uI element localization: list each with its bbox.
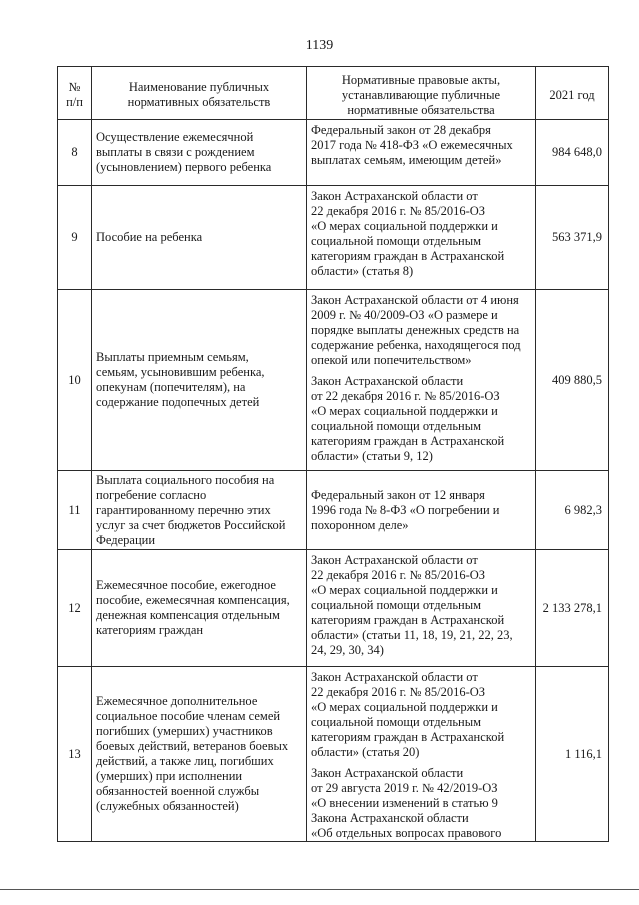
row-name: Выплата социального пособия на погребение согласно гарантированному перечню этих услуг за счет бюджетов Российской Федерации — [92, 471, 307, 550]
table-row — [58, 550, 609, 667]
row-amount: 6 982,3 — [536, 471, 609, 550]
header-number-text: № п/п — [66, 80, 83, 109]
row-acts — [307, 550, 536, 667]
header-number — [58, 67, 92, 120]
table-header-row — [58, 67, 609, 120]
header-acts — [307, 67, 536, 120]
row-amount: 984 648,0 — [536, 120, 609, 186]
act-text: Закон Астраханской области от 4 июня 2009 г. № 40/2009-ОЗ «О размере и порядке выплаты денежных средств на содержание ребенка, находящегося под опекой или попечительством» — [311, 293, 521, 367]
act-text: Закон Астраханской области от 29 августа 2019 г. № 42/2019-ОЗ «О внесении изменений в статью 9 Закона Астраханской области «Об отдельных вопросах правового — [311, 766, 502, 840]
row-acts — [307, 120, 536, 186]
act-text: Федеральный закон от 28 декабря 2017 года № 418-ФЗ «О ежемесячных выплатах семьям, имеющим детей» — [311, 123, 513, 167]
row-name: Ежемесячное пособие, ежегодное пособие, ежемесячная компенсация, денежная компенсация отдельным категориям граждан — [92, 550, 307, 667]
table-row — [58, 186, 609, 290]
table-row — [58, 471, 609, 550]
table-row — [58, 290, 609, 471]
row-amount: 409 880,5 — [536, 290, 609, 471]
row-name: Пособие на ребенка — [92, 186, 307, 290]
header-year-text: 2021 год — [549, 87, 595, 102]
act-text: Закон Астраханской области от 22 декабря 2016 г. № 85/2016-ОЗ «О мерах социальной поддержки и социальной помощи отдельным категориям граждан в Астраханской области» (статья 8) — [311, 189, 505, 278]
act-text: Закон Астраханской области от 22 декабря 2016 г. № 85/2016-ОЗ «О мерах социальной поддержки и социальной помощи отдельным категориям граждан в Астраханской области» (статьи 9, 12) — [311, 374, 505, 463]
table-row — [58, 667, 609, 842]
row-number: 10 — [58, 290, 92, 471]
row-number: 8 — [58, 120, 92, 186]
row-number: 13 — [58, 667, 92, 842]
row-number: 9 — [58, 186, 92, 290]
row-acts — [307, 667, 536, 842]
row-amount: 563 371,9 — [536, 186, 609, 290]
row-acts — [307, 290, 536, 471]
act-text: Закон Астраханской области от 22 декабря 2016 г. № 85/2016-ОЗ «О мерах социальной поддержки и социальной помощи отдельным категориям граждан в Астраханской области» (статьи 11, 18, 19, 21, 22, 23, 24, 29, 30, 34) — [311, 553, 513, 657]
row-number: 11 — [58, 471, 92, 550]
act-text: Закон Астраханской области от 22 декабря 2016 г. № 85/2016-ОЗ «О мерах социальной поддержки и социальной помощи отдельным категориям граждан в Астраханской области» (статья 20) — [311, 670, 505, 759]
obligations-table — [57, 66, 609, 842]
page-number: 1139 — [305, 38, 334, 53]
row-name: Выплаты приемным семьям, семьям, усыновившим ребенка, опекунам (попечителям), на содержание подопечных детей — [92, 290, 307, 471]
act-text: Федеральный закон от 12 января 1996 года № 8-ФЗ «О погребении и похоронном деле» — [311, 487, 500, 532]
row-amount: 1 116,1 — [536, 667, 609, 842]
row-name: Осуществление ежемесячной выплаты в связи с рождением (усыновлением) первого ребенка — [92, 120, 307, 186]
row-acts — [307, 471, 536, 550]
row-acts — [307, 186, 536, 290]
header-acts-text: Нормативные правовые акты, устанавливающие публичные нормативные обязательства — [341, 72, 501, 117]
table-row — [58, 120, 609, 186]
header-name — [92, 67, 307, 120]
row-amount: 2 133 278,1 — [536, 550, 609, 667]
row-name: Ежемесячное дополнительное социальное пособие членам семей погибших (умерших) участников боевых действий, ветеранов боевых действий, а также лиц, погибших (умерших) при исполнении обязанностей военной службы (служебных обязанностей) — [92, 667, 307, 842]
page-bottom-rule — [0, 889, 639, 890]
row-number: 12 — [58, 550, 92, 667]
header-year — [536, 67, 609, 120]
header-name-text: Наименование публичных нормативных обязательств — [127, 80, 271, 109]
